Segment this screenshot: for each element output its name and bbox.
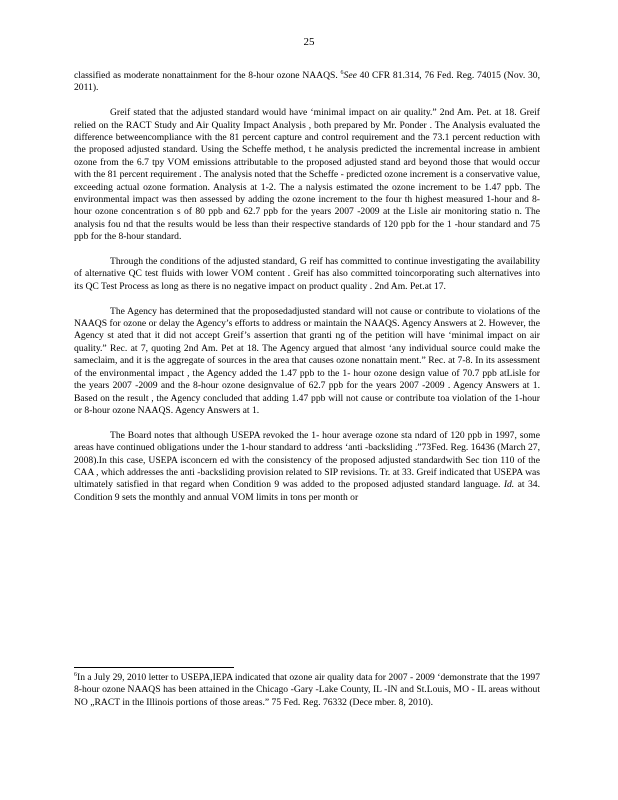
paragraph-agency: [74, 306, 540, 418]
footnote-mark: 6: [74, 671, 77, 678]
paragraph-text: The Board notes that although USEPA revoked the 1- hour average ozone sta ndard of 120 ppb in 1997, some areas have continued obligations under the 1-hour standard to address ‘anti -backsliding .”73Fed. Reg. 16436 (March 27, 2008).In this case, USEPA isconcern ed with the consistency of the proposed adjusted standardwith Sec tion 110 of the CAA , which addresses the anti -backsliding provision related to SIP revisions. Tr. at 33. Greif indicated that USEPA was ultimately satisfied in that regard when Condition 9 was added to the proposed adjusted standard language.: [74, 429, 540, 491]
paragraph-text: at 34. Condition 9 sets the monthly and annual VOM limits in tons per month or: [74, 479, 540, 503]
paragraph-conditions: Through the conditions of the adjusted standard, G reif has committed to continue investigating the availability of alternative QC test fluids with lower VOM content . Greif has also committed toincorporating such alternatives into its QC Test Process as long as there is no negative impact on product quality . 2nd Am. Pet.at 17.: [74, 256, 540, 292]
paragraph-text: 40 CFR 81.314, 76 Fed. Reg. 74015 (Nov. 30, 2011).: [74, 70, 540, 94]
citation-signal: Id.: [503, 479, 515, 491]
footnote-divider: [74, 667, 234, 668]
citation-signal: See: [343, 70, 357, 81]
paragraph-text: The Agency has determined that the proposedadjusted standard will not cause or contribute to violations of the NAAQS for ozone or delay the Agency’s efforts to address or maintain the NAAQS. Agency Answers at 2. However, the Agency st ated that it did not accept Greif’s assertion that granti ng of the petition will have ‘minimal impact on air quality.” Rec. at 7, quoting 2nd Am. Pet at 18. The Agency argued that almost ‘any individual source could make the sameclaim, and it is the aggregate of sources in the area that causes ozone nonattain ment.” Rec. at 7-8. In its assessment of the environmental impact , the Agency added the 1.47 ppb to the 1- hour ozone design value of 70.7 ppb atLisle for the years 2007 -2009 and the 8-hour ozone designvalue of 62.7 ppb for the years 2007 -2009 . Agency Answers at 1. Based on the result , the Agency concluded that adding 1.47 ppb will not cause or contribute toa violation of the 1-hour or 8-hour ozone NAAQS. Agency Answers at 1.: [74, 305, 540, 416]
paragraph-continued: [74, 70, 540, 95]
footnote: [74, 672, 540, 709]
paragraph-greif-statement: Greif stated that the adjusted standard would have ‘minimal impact on air quality.” 2nd Am. Pet. at 18. Greif relied on the RACT Study and Air Quality Impact Analysis , both prepared by Mr. Ponder . The Analysis evaluated the difference betweencompliance with the 81 percent capture and control requirement and the 73.1 percent reduction with the proposed adjusted standard. Using the Scheffe method, t he analysis predicted the incremental increase in ambient ozone from the 6.7 tpy VOM emissions attributable to the proposed adjusted stand ard beyond those that would occur with the 81 percent requirement . The analysis noted that the Scheffe - predicted ozone increment is a conservative value, exceeding actual ozone formation. Analysis at 1-2. The a nalysis estimated the ozone increment to be 1.47 ppb. The environmental impact was then assessed by adding the ozone increment to the four th highest measured 1-hour and 8-hour ozone concentration s of 80 ppb and 62.7 ppb for the years 2007 -2009 at the Lisle air monitoring statio n. The analysis fou nd that the results would be less than their respective standards of 120 ppb for the 1 -hour standard and 75 ppb for the 8-hour standard.: [74, 107, 540, 243]
body-text: [74, 70, 540, 517]
page-number: 25: [303, 36, 315, 48]
footnote-text: In a July 29, 2010 letter to USEPA,IEPA indicated that ozone air quality data for 2007 - 2009 ‘demonstrate that the 1997 8-hour ozone NAAQS has been attained in the Chicago -Gary -Lake County, IL -IN and St.Louis, MO - IL areas without NO „RACT in the Illinois portions of those areas.” 75 Fed. Reg. 76332 (Dece mber. 8, 2010).: [74, 672, 540, 708]
paragraph-board-notes: [74, 430, 540, 504]
footnote-reference: 6: [340, 69, 344, 76]
paragraph-text: classified as moderate nonattainment for the 8-hour ozone NAAQS.: [74, 70, 341, 81]
